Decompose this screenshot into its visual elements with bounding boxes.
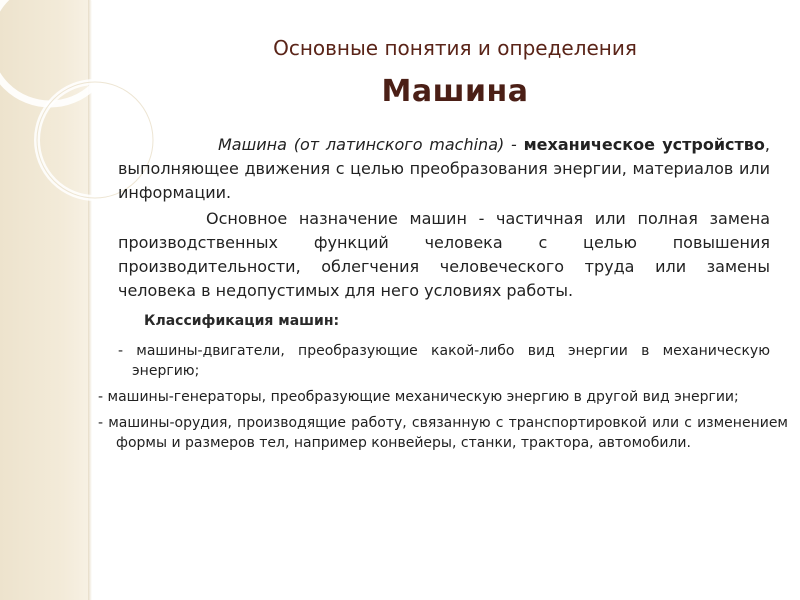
definition-rest: , выполняющее движения с целью преобразования энергии, материалов или информации. — [118, 135, 771, 202]
page-subtitle: Машина — [381, 74, 529, 109]
page-title: Основные понятия и определения — [273, 36, 637, 60]
definition-bold: механическое устройство — [523, 135, 765, 154]
definition-paragraph — [118, 133, 770, 205]
definition-origin: (от латинского machina) - — [286, 135, 524, 154]
classification-list — [98, 341, 788, 453]
slide-content — [98, 133, 788, 459]
definition-term: Машина — [218, 135, 287, 154]
list-item: - машины-двигатели, преобразующие какой-либо вид энергии в механическую энергию; — [118, 343, 770, 379]
purpose-paragraph: Основное назначение машин - частичная или полная замена производственных функций человека с целью повышения производительности, облегчения человеческого труда или замены человека в недопустимых для него условиях работы. — [118, 209, 770, 300]
classification-heading: Классификация машин: — [144, 313, 340, 329]
list-item: - машины-генераторы, преобразующие механическую энергию в другой вид энергии; — [98, 389, 739, 405]
list-item: - машины-орудия, производящие работу, связанную с транспортировкой или с изменением формы и размеров тел, например конвейеры, станки, трактора, автомобили. — [98, 415, 788, 451]
